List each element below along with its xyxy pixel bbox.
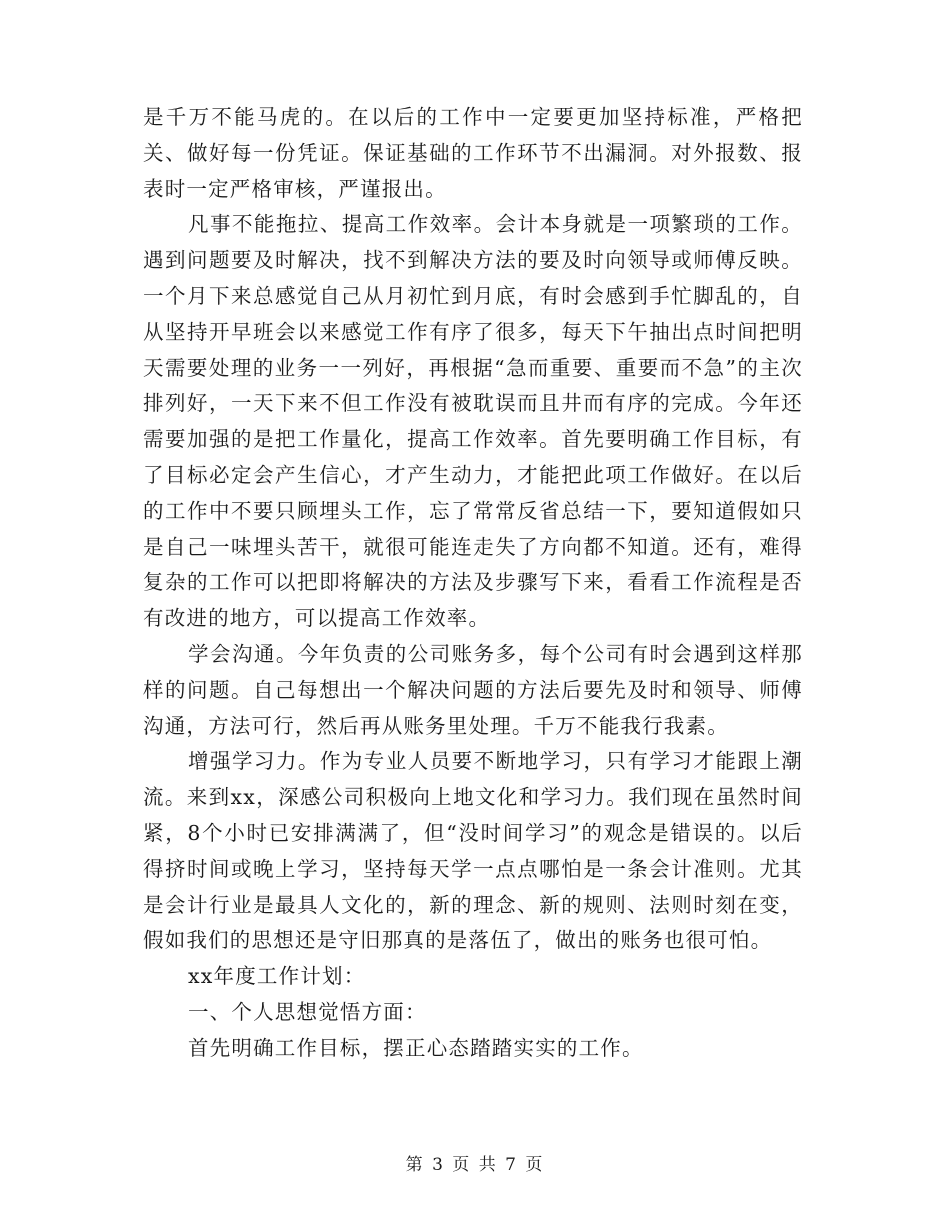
- plan-heading: xx年度工作计划：: [188, 964, 366, 989]
- document-body: [143, 100, 803, 1067]
- paragraph-2: 凡事不能拖拉、提高工作效率。会计本身就是一项繁琐的工作。遇到问题要及时解决，找不到解决方法的要及时向领导或师傅反映。一个月下来总感觉自己从月初忙到月底，有时会感到手忙脚乱的，自从坚持开早班会以来感觉工作有序了很多，每天下午抽出点时间把明天需要处理的业务一一列好，再根据“急而重要、重要而不急”的主次排列好，一天下来不但工作没有被耽误而且井而有序的完成。今年还需要加强的是把工作量化，提高工作效率。首先要明确工作目标，有了目标必定会产生信心，才产生动力，才能把此项工作做好。在以后的工作中不要只顾埋头工作，忘了常常反省总结一下，要知道假如只是自己一味埋头苦干，就很可能连走失了方向都不知道。还有，难得复杂的工作可以把即将解决的方法及步骤写下来，看看工作流程是否有改进的地方，可以提高工作效率。: [143, 212, 803, 631]
- paragraph-5: 首先明确工作目标，摆正心态踏踏实实的工作。: [188, 1035, 644, 1060]
- paragraph-4: 增强学习力。作为专业人员要不断地学习，只有学习才能跟上潮流。来到xx，深感公司积极向上地文化和学习力。我们现在虽然时间紧，8个小时已安排满满了，但“没时间学习”的观念是错误的。以后得挤时间或晚上学习，坚持每天学一点点哪怕是一条会计准则。尤其是会计行业是最具人文化的，新的理念、新的规则、法则时刻在变，假如我们的思想还是守旧那真的是落伍了，做出的账务也很可怕。: [143, 749, 803, 953]
- section-heading: 一、个人思想觉悟方面：: [188, 999, 427, 1024]
- paragraph-1: 是千万不能马虎的。在以后的工作中一定要更加坚持标准，严格把关、做好每一份凭证。保证基础的工作环节不出漏洞。对外报数、报表时一定严格审核，严谨报出。: [143, 105, 803, 201]
- page-number-footer: 第 3 页 共 7 页: [405, 1155, 545, 1175]
- paragraph-3: 学会沟通。今年负责的公司账务多，每个公司有时会遇到这样那样的问题。自己每想出一个解决问题的方法后要先及时和领导、师傅沟通，方法可行，然后再从账务里处理。千万不能我行我素。: [143, 641, 803, 738]
